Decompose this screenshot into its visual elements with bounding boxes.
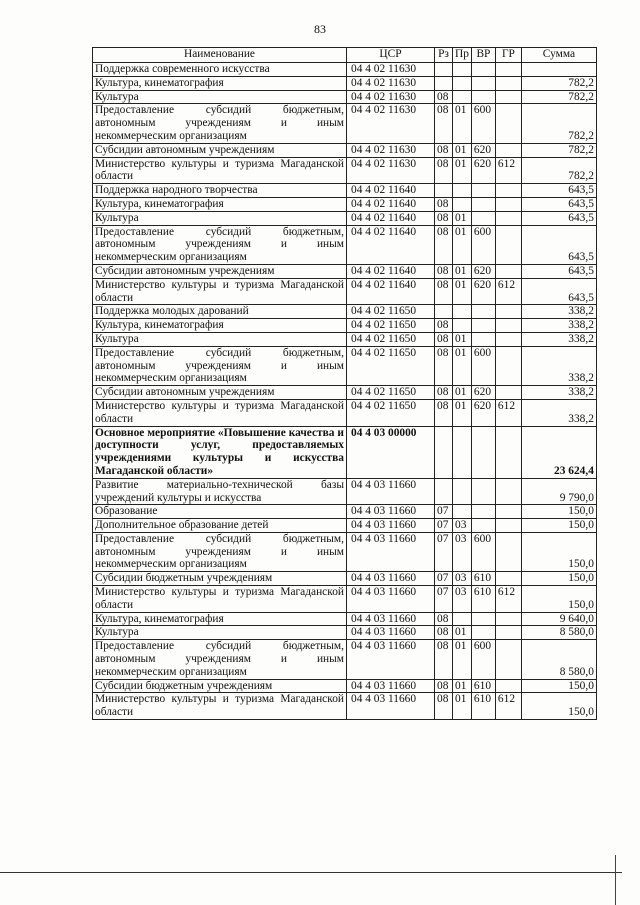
- cell-sum: 782,2: [521, 76, 596, 90]
- cell-gr: [495, 532, 521, 571]
- cell-rz: 08: [435, 90, 453, 104]
- cell-gr: [495, 225, 521, 264]
- table-row: [93, 76, 597, 90]
- cell-sum: 643,5: [521, 197, 596, 211]
- cell-vr: 600: [471, 346, 495, 385]
- cell-sum: 338,2: [521, 346, 596, 385]
- budget-table: [92, 47, 597, 720]
- table-row: [93, 90, 597, 104]
- cell-rz: 07: [435, 572, 453, 586]
- cell-pr: 01: [453, 693, 472, 720]
- cell-pr: 01: [453, 278, 472, 305]
- table-row: [93, 143, 597, 157]
- cell-name: Культура: [93, 332, 347, 346]
- cell-gr: [495, 90, 521, 104]
- cell-vr: 600: [471, 532, 495, 571]
- cell-pr: 01: [453, 264, 472, 278]
- cell-rz: 08: [435, 332, 453, 346]
- cell-gr: [495, 211, 521, 225]
- cell-rz: [435, 478, 453, 505]
- cell-rz: 08: [435, 197, 453, 211]
- cell-csr: 04 4 03 00000: [347, 426, 435, 478]
- cell-vr: [471, 519, 495, 533]
- cell-rz: [435, 426, 453, 478]
- cell-pr: 03: [453, 532, 472, 571]
- cell-sum: 782,2: [521, 90, 596, 104]
- cell-pr: [453, 478, 472, 505]
- cell-csr: 04 4 02 11640: [347, 211, 435, 225]
- cell-csr: 04 4 02 11640: [347, 184, 435, 198]
- cell-vr: [471, 478, 495, 505]
- cell-gr: [495, 76, 521, 90]
- table-row: [93, 612, 597, 626]
- cell-csr: 04 4 03 11660: [347, 586, 435, 613]
- cell-vr: 610: [471, 586, 495, 613]
- cell-gr: [495, 519, 521, 533]
- cell-csr: 04 4 02 11630: [347, 104, 435, 143]
- cell-name: Культура: [93, 626, 347, 640]
- cell-sum: 643,5: [521, 278, 596, 305]
- cell-rz: 08: [435, 346, 453, 385]
- cell-vr: [471, 319, 495, 333]
- cell-sum: [521, 63, 596, 77]
- cell-rz: 07: [435, 519, 453, 533]
- cell-vr: [471, 63, 495, 77]
- cell-pr: 01: [453, 386, 472, 400]
- header-name: Наименование: [93, 48, 347, 63]
- cell-gr: 612: [495, 278, 521, 305]
- cell-name: Министерство культуры и туризма Магаданской области: [93, 157, 347, 184]
- cell-name: Дополнительное образование детей: [93, 519, 347, 533]
- cell-name: Предоставление субсидий бюджетным, автономным учреждениям и иным некоммерческим организациям: [93, 532, 347, 571]
- header-sum: Сумма: [521, 48, 596, 63]
- cell-name: Культура, кинематография: [93, 319, 347, 333]
- cell-rz: [435, 76, 453, 90]
- cell-sum: 643,5: [521, 225, 596, 264]
- cell-pr: 01: [453, 346, 472, 385]
- cell-rz: 08: [435, 679, 453, 693]
- cell-vr: [471, 612, 495, 626]
- cell-sum: 9 790,0: [521, 478, 596, 505]
- cell-name: Министерство культуры и туризма Магаданской области: [93, 693, 347, 720]
- cell-sum: 150,0: [521, 532, 596, 571]
- cell-pr: [453, 505, 472, 519]
- cell-pr: 01: [453, 399, 472, 426]
- cell-csr: 04 4 03 11660: [347, 679, 435, 693]
- cell-sum: 782,2: [521, 104, 596, 143]
- cell-vr: [471, 184, 495, 198]
- cell-rz: 08: [435, 264, 453, 278]
- cell-sum: 8 580,0: [521, 640, 596, 679]
- cell-vr: [471, 90, 495, 104]
- table-row: [93, 63, 597, 77]
- cell-vr: 620: [471, 278, 495, 305]
- cell-pr: 01: [453, 626, 472, 640]
- bottom-rule: [0, 872, 622, 873]
- cell-rz: 07: [435, 532, 453, 571]
- table-row: [93, 104, 597, 143]
- cell-sum: 150,0: [521, 572, 596, 586]
- cell-vr: [471, 197, 495, 211]
- cell-vr: [471, 305, 495, 319]
- cell-name: Субсидии бюджетным учреждениям: [93, 679, 347, 693]
- cell-gr: 612: [495, 586, 521, 613]
- cell-gr: [495, 184, 521, 198]
- cell-vr: [471, 211, 495, 225]
- cell-name: Министерство культуры и туризма Магаданской области: [93, 399, 347, 426]
- cell-pr: 01: [453, 157, 472, 184]
- cell-gr: [495, 319, 521, 333]
- cell-name: Субсидии автономным учреждениям: [93, 264, 347, 278]
- cell-sum: 782,2: [521, 157, 596, 184]
- cell-gr: [495, 612, 521, 626]
- cell-rz: [435, 184, 453, 198]
- cell-vr: 600: [471, 104, 495, 143]
- cell-vr: 620: [471, 386, 495, 400]
- cell-gr: [495, 104, 521, 143]
- cell-sum: 643,5: [521, 264, 596, 278]
- cell-rz: [435, 305, 453, 319]
- cell-sum: 338,2: [521, 399, 596, 426]
- header-gr: ГР: [495, 48, 521, 63]
- page-number: 83: [314, 22, 326, 36]
- cell-gr: [495, 426, 521, 478]
- header-csr: ЦСР: [347, 48, 435, 63]
- header-rz: Рз: [435, 48, 453, 63]
- cell-sum: 338,2: [521, 319, 596, 333]
- cell-name: Министерство культуры и туризма Магаданской области: [93, 278, 347, 305]
- table-row: [93, 586, 597, 613]
- cell-sum: 338,2: [521, 386, 596, 400]
- cell-vr: 610: [471, 693, 495, 720]
- cell-vr: [471, 76, 495, 90]
- table-row: [93, 184, 597, 198]
- cell-sum: 8 580,0: [521, 626, 596, 640]
- cell-pr: 01: [453, 104, 472, 143]
- cell-sum: 643,5: [521, 211, 596, 225]
- cell-csr: 04 4 03 11660: [347, 626, 435, 640]
- cell-pr: [453, 76, 472, 90]
- cell-pr: [453, 197, 472, 211]
- cell-name: Предоставление субсидий бюджетным, автономным учреждениям и иным некоммерческим организациям: [93, 225, 347, 264]
- cell-name: Субсидии бюджетным учреждениям: [93, 572, 347, 586]
- cell-rz: 08: [435, 278, 453, 305]
- cell-sum: 23 624,4: [521, 426, 596, 478]
- cell-gr: [495, 572, 521, 586]
- cell-name: Культура, кинематография: [93, 76, 347, 90]
- table-row: [93, 225, 597, 264]
- cell-vr: 620: [471, 399, 495, 426]
- cell-gr: [495, 143, 521, 157]
- cell-rz: 08: [435, 626, 453, 640]
- cell-name: Поддержка современного искусства: [93, 63, 347, 77]
- table-row: [93, 305, 597, 319]
- cell-pr: 01: [453, 143, 472, 157]
- cell-csr: 04 4 02 11650: [347, 346, 435, 385]
- cell-rz: 08: [435, 211, 453, 225]
- cell-gr: [495, 626, 521, 640]
- cell-sum: 338,2: [521, 305, 596, 319]
- cell-sum: 150,0: [521, 679, 596, 693]
- table-row: [93, 693, 597, 720]
- cell-gr: [495, 197, 521, 211]
- cell-csr: 04 4 02 11640: [347, 225, 435, 264]
- cell-rz: 08: [435, 612, 453, 626]
- cell-csr: 04 4 02 11630: [347, 157, 435, 184]
- cell-rz: [435, 63, 453, 77]
- cell-name: Культура: [93, 211, 347, 225]
- cell-csr: 04 4 02 11650: [347, 305, 435, 319]
- header-vr: ВР: [471, 48, 495, 63]
- table-row: [93, 346, 597, 385]
- table-row: [93, 478, 597, 505]
- cell-csr: 04 4 02 11640: [347, 264, 435, 278]
- cell-csr: 04 4 02 11640: [347, 278, 435, 305]
- cell-pr: [453, 612, 472, 626]
- cell-sum: 150,0: [521, 693, 596, 720]
- table-row: [93, 319, 597, 333]
- table-row: [93, 532, 597, 571]
- cell-rz: 08: [435, 143, 453, 157]
- cell-pr: 01: [453, 332, 472, 346]
- cell-name: Культура, кинематография: [93, 612, 347, 626]
- table-row: [93, 211, 597, 225]
- cell-name: Культура: [93, 90, 347, 104]
- cell-vr: [471, 426, 495, 478]
- cell-gr: [495, 505, 521, 519]
- cell-gr: [495, 63, 521, 77]
- cell-pr: 03: [453, 519, 472, 533]
- table-row: [93, 386, 597, 400]
- cell-vr: 620: [471, 143, 495, 157]
- cell-csr: 04 4 03 11660: [347, 519, 435, 533]
- cell-vr: 620: [471, 264, 495, 278]
- cell-rz: 08: [435, 693, 453, 720]
- cell-csr: 04 4 03 11660: [347, 478, 435, 505]
- cell-pr: 01: [453, 640, 472, 679]
- cell-csr: 04 4 03 11660: [347, 640, 435, 679]
- cell-sum: 338,2: [521, 332, 596, 346]
- cell-csr: 04 4 02 11630: [347, 63, 435, 77]
- cell-csr: 04 4 03 11660: [347, 693, 435, 720]
- cell-sum: 9 640,0: [521, 612, 596, 626]
- cell-name: Министерство культуры и туризма Магаданской области: [93, 586, 347, 613]
- cell-gr: [495, 386, 521, 400]
- cell-sum: 150,0: [521, 505, 596, 519]
- table-row: [93, 157, 597, 184]
- table-row: [93, 519, 597, 533]
- cell-gr: 612: [495, 157, 521, 184]
- cell-pr: 01: [453, 679, 472, 693]
- table-row: [93, 197, 597, 211]
- cell-gr: [495, 346, 521, 385]
- cell-vr: 600: [471, 225, 495, 264]
- cell-name: Предоставление субсидий бюджетным, автономным учреждениям и иным некоммерческим организациям: [93, 104, 347, 143]
- cell-name: Субсидии автономным учреждениям: [93, 143, 347, 157]
- cell-gr: [495, 332, 521, 346]
- cell-rz: 07: [435, 505, 453, 519]
- cell-csr: 04 4 02 11630: [347, 76, 435, 90]
- cell-vr: [471, 626, 495, 640]
- table-row: [93, 505, 597, 519]
- cell-name: Субсидии автономным учреждениям: [93, 386, 347, 400]
- right-rule: [615, 855, 616, 905]
- cell-name: Культура, кинематография: [93, 197, 347, 211]
- cell-gr: 612: [495, 693, 521, 720]
- table-row: [93, 399, 597, 426]
- cell-pr: 03: [453, 586, 472, 613]
- cell-csr: 04 4 02 11650: [347, 319, 435, 333]
- cell-csr: 04 4 03 11660: [347, 612, 435, 626]
- table-row: [93, 278, 597, 305]
- cell-name: Образование: [93, 505, 347, 519]
- cell-rz: 08: [435, 319, 453, 333]
- table-row: [93, 426, 597, 478]
- table-row: [93, 572, 597, 586]
- cell-rz: 07: [435, 586, 453, 613]
- cell-rz: 08: [435, 225, 453, 264]
- cell-sum: 150,0: [521, 586, 596, 613]
- cell-csr: 04 4 02 11640: [347, 197, 435, 211]
- cell-pr: [453, 90, 472, 104]
- cell-csr: 04 4 02 11630: [347, 143, 435, 157]
- cell-sum: 782,2: [521, 143, 596, 157]
- cell-pr: 01: [453, 225, 472, 264]
- cell-csr: 04 4 03 11660: [347, 532, 435, 571]
- cell-csr: 04 4 03 11660: [347, 505, 435, 519]
- cell-vr: [471, 505, 495, 519]
- cell-rz: 08: [435, 399, 453, 426]
- cell-gr: [495, 305, 521, 319]
- cell-pr: [453, 63, 472, 77]
- cell-name: Основное мероприятие «Повышение качества и доступности услуг, предоставляемых учреждениями культуры и искусства Магаданской области»: [93, 426, 347, 478]
- table-row: [93, 679, 597, 693]
- cell-sum: 643,5: [521, 184, 596, 198]
- cell-vr: 620: [471, 157, 495, 184]
- cell-gr: [495, 264, 521, 278]
- cell-pr: [453, 319, 472, 333]
- table-row: [93, 626, 597, 640]
- cell-pr: [453, 184, 472, 198]
- cell-vr: 610: [471, 572, 495, 586]
- cell-name: Поддержка молодых дарований: [93, 305, 347, 319]
- cell-name: Предоставление субсидий бюджетным, автономным учреждениям и иным некоммерческим организациям: [93, 640, 347, 679]
- cell-rz: 08: [435, 157, 453, 184]
- cell-pr: 01: [453, 211, 472, 225]
- cell-csr: 04 4 02 11650: [347, 332, 435, 346]
- cell-pr: [453, 426, 472, 478]
- cell-sum: 150,0: [521, 519, 596, 533]
- table-row: [93, 264, 597, 278]
- table-row: [93, 332, 597, 346]
- cell-pr: 03: [453, 572, 472, 586]
- cell-gr: [495, 478, 521, 505]
- cell-gr: [495, 679, 521, 693]
- cell-name: Поддержка народного творчества: [93, 184, 347, 198]
- cell-gr: 612: [495, 399, 521, 426]
- cell-csr: 04 4 03 11660: [347, 572, 435, 586]
- cell-rz: 08: [435, 386, 453, 400]
- table-header-row: [93, 48, 597, 63]
- cell-csr: 04 4 02 11650: [347, 399, 435, 426]
- cell-csr: 04 4 02 11630: [347, 90, 435, 104]
- cell-pr: [453, 305, 472, 319]
- cell-gr: [495, 640, 521, 679]
- cell-rz: 08: [435, 640, 453, 679]
- cell-rz: 08: [435, 104, 453, 143]
- cell-csr: 04 4 02 11650: [347, 386, 435, 400]
- table-row: [93, 640, 597, 679]
- cell-name: Предоставление субсидий бюджетным, автономным учреждениям и иным некоммерческим организациям: [93, 346, 347, 385]
- cell-name: Развитие материально-технической базы учреждений культуры и искусства: [93, 478, 347, 505]
- cell-vr: 610: [471, 679, 495, 693]
- cell-vr: 600: [471, 640, 495, 679]
- header-pr: Пр: [453, 48, 472, 63]
- cell-vr: [471, 332, 495, 346]
- table-body: [93, 63, 597, 720]
